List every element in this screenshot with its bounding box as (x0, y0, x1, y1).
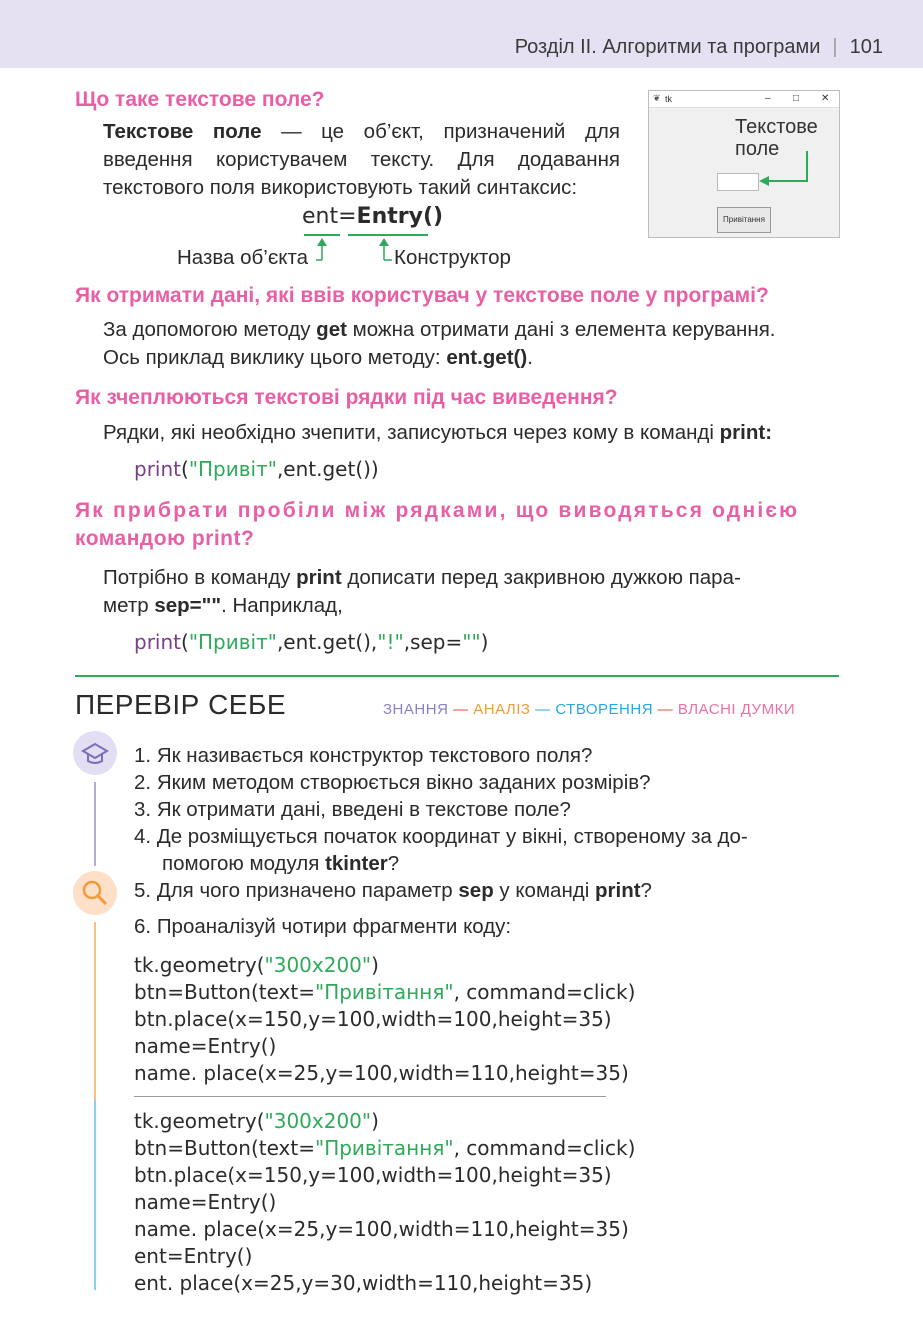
q2-line-2 (103, 346, 533, 370)
code-part: name. place(x=25,y=100,width=110,height=35) (134, 1217, 629, 1241)
level-opinion: ВЛАСНІ ДУМКИ (677, 701, 796, 718)
code-rest: ,ent.get()) (276, 457, 379, 481)
level-analysis: АНАЛІЗ (473, 701, 531, 718)
item-text: Де розміщується початок координат у вікні, створеному за до- (156, 825, 748, 848)
q3-code (134, 457, 379, 481)
annotation-arrow (757, 151, 811, 187)
code-part: btn=Button(text= (134, 980, 315, 1004)
running-head (515, 36, 883, 59)
q3-print: print: (719, 421, 773, 444)
minimize-icon: – (765, 93, 771, 104)
code-string: "!" (377, 630, 404, 654)
code-line (134, 1270, 635, 1297)
code-sep: ,sep= (403, 630, 463, 654)
q2-example-code: ent.get() (446, 346, 528, 369)
item-text: Яким методом створюється вікно заданих розмірів? (156, 771, 651, 794)
code-close: ) (480, 630, 489, 654)
code-paren: ( (181, 457, 189, 481)
item-number: 6. (134, 915, 152, 938)
code-part: btn.place(x=150,y=100,width=100,height=35) (134, 1163, 612, 1187)
window-annotation: Текстове поле (735, 116, 818, 160)
section-name: Розділ ІІ. Алгоритми та програми (514, 36, 821, 58)
code-part: , command=click) (453, 980, 636, 1004)
code-line (134, 1216, 635, 1243)
level-dash: — (453, 701, 469, 718)
question-item-5 (134, 879, 652, 903)
code-keyword: print (134, 457, 181, 481)
q4-sep: sep="" (154, 594, 222, 617)
knowledge-badge (73, 731, 117, 775)
q4-line-1 (103, 566, 741, 590)
code-part: name=Entry() (134, 1034, 277, 1058)
code-string: "Привіт" (188, 457, 277, 481)
q2-line-1 (103, 318, 776, 342)
syntax-equals: = (338, 204, 357, 229)
code-line (134, 1189, 635, 1216)
question-item-4 (134, 825, 748, 849)
code-keyword: print (134, 630, 181, 654)
code-line (134, 1108, 635, 1135)
code-part: ent=Entry() (134, 1244, 253, 1268)
code-part: ) (371, 1109, 379, 1133)
page-header (0, 0, 923, 68)
question-4-title-line-2: командою print? (75, 527, 255, 550)
question-item-2 (134, 771, 651, 795)
q2-method-get: get (316, 318, 347, 341)
question-2-title: Як отримати дані, які ввів користувач у текстове поле у програмі? (75, 284, 769, 307)
q1-paragraph (103, 118, 620, 202)
code-line (134, 1006, 635, 1033)
item-number: 5. (134, 879, 152, 902)
code-part: ent. place(x=25,y=30,width=110,height=35) (134, 1271, 593, 1295)
term-text-field: Текстове поле (103, 120, 262, 143)
code-line (134, 1162, 635, 1189)
window-greeting-button: Привітання (717, 207, 771, 233)
levels-legend (383, 701, 795, 718)
q4-text: Потрібно в команду (103, 566, 297, 589)
close-icon: ✕ (821, 93, 830, 104)
question-item-3 (134, 798, 571, 822)
code-line (134, 952, 635, 979)
graduation-cap-icon (73, 731, 117, 775)
code-part: name. place(x=25,y=100,width=110,height=35) (134, 1061, 629, 1085)
code-part: btn.place(x=150,y=100,width=100,height=35) (134, 1007, 612, 1031)
q4-print: print (296, 566, 342, 589)
window-titlebar (649, 91, 839, 108)
item-number: 3. (134, 798, 152, 821)
item-text: Для чого призначено параметр (156, 879, 459, 902)
level-dash: — (657, 701, 674, 718)
code-string: "300x200" (264, 1109, 372, 1133)
header-separator: | (832, 36, 838, 58)
code-part: tk.geometry( (134, 953, 265, 977)
item-qmark: ? (387, 852, 400, 875)
analysis-badge (73, 871, 117, 915)
item-number: 1. (134, 744, 152, 767)
code-part: tk.geometry( (134, 1109, 265, 1133)
item-text: помогою модуля (162, 852, 326, 875)
q3-paragraph (103, 421, 772, 445)
code-string: "Привітання" (315, 1136, 454, 1160)
feather-icon: ❦ (653, 93, 661, 103)
question-4-title-line-1: Як прибрати пробіли між рядками, що виводяться однією (75, 499, 800, 522)
window-entry-field (717, 173, 759, 191)
q4-text-cont: дописати перед закривною дужкою пара- (341, 566, 741, 589)
window-app-name: tk (665, 94, 673, 104)
tk-window-illustration (648, 90, 840, 238)
label-constructor: Конструктор (394, 246, 511, 269)
item-number: 4. (134, 825, 152, 848)
level-dash: — (535, 701, 551, 718)
item-text: Проаналізуй чотири фрагменти коду: (156, 915, 512, 938)
code-string: "300x200" (264, 953, 372, 977)
q3-text: Рядки, які необхідно зчепити, записуються через кому в команді (103, 421, 720, 444)
item-text: Як називається конструктор текстового поля? (156, 744, 593, 767)
question-item-4-cont (162, 852, 399, 876)
code-part: ) (371, 953, 379, 977)
q1-definition: — це об’єкт, призначений для введення користувачем тексту. Для додавання текстового поля використовують такий синтаксис: (103, 120, 620, 199)
question-3-title: Як зчеплюються текстові рядки під час виведення? (75, 386, 618, 409)
syntax-example (302, 204, 443, 229)
code-line (134, 1060, 635, 1087)
q4-text2-end: . Наприклад, (221, 594, 343, 617)
item-module: tkinter (325, 852, 388, 875)
code-paren: ( (181, 630, 189, 654)
syntax-object: ent (302, 204, 339, 229)
maximize-icon: □ (793, 93, 800, 104)
knowledge-line (94, 782, 96, 866)
code-part: name=Entry() (134, 1190, 277, 1214)
section-divider (75, 675, 839, 677)
question-1-title: Що таке текстове поле? (75, 88, 325, 111)
item-qmark: ? (640, 879, 652, 902)
item-text: у команді (493, 879, 595, 902)
magnifier-icon (73, 871, 117, 915)
code-part: , command=click) (453, 1136, 636, 1160)
code-string: "Привітання" (315, 980, 454, 1004)
question-item-6 (134, 915, 511, 939)
creation-line (94, 1100, 96, 1290)
item-print: print (595, 879, 641, 902)
code-string: "" (462, 630, 481, 654)
code-line (134, 1135, 635, 1162)
code-string: "Привіт" (188, 630, 277, 654)
code-line (134, 1243, 635, 1270)
page-number: 101 (849, 36, 883, 58)
q2-period: . (527, 346, 533, 369)
q4-code (134, 630, 488, 654)
code-part: btn=Button(text= (134, 1136, 315, 1160)
code-fragment-1 (134, 952, 635, 1087)
q2-text-end: можна отримати дані з елемента керування. (346, 318, 776, 341)
q2-text: За допомогою методу (103, 318, 317, 341)
level-knowledge: ЗНАННЯ (383, 701, 449, 718)
q4-text2: метр (103, 594, 155, 617)
label-object-name: Назва об’єкта (177, 246, 309, 269)
level-creation: СТВОРЕННЯ (555, 701, 654, 718)
q4-line-2 (103, 594, 343, 618)
code-line (134, 979, 635, 1006)
fragment-divider (134, 1096, 606, 1097)
item-text: Як отримати дані, введені в текстове поле? (156, 798, 571, 821)
code-fragment-2 (134, 1108, 635, 1297)
code-mid: ,ent.get(), (276, 630, 378, 654)
check-yourself-title: ПЕРЕВІР СЕБЕ (75, 689, 287, 720)
q2-example-text: Ось приклад виклику цього методу: (103, 346, 447, 369)
question-item-1 (134, 744, 592, 768)
syntax-constructor: Entry() (356, 204, 444, 229)
code-line (134, 1033, 635, 1060)
item-number: 2. (134, 771, 152, 794)
item-sep: sep (458, 879, 494, 902)
